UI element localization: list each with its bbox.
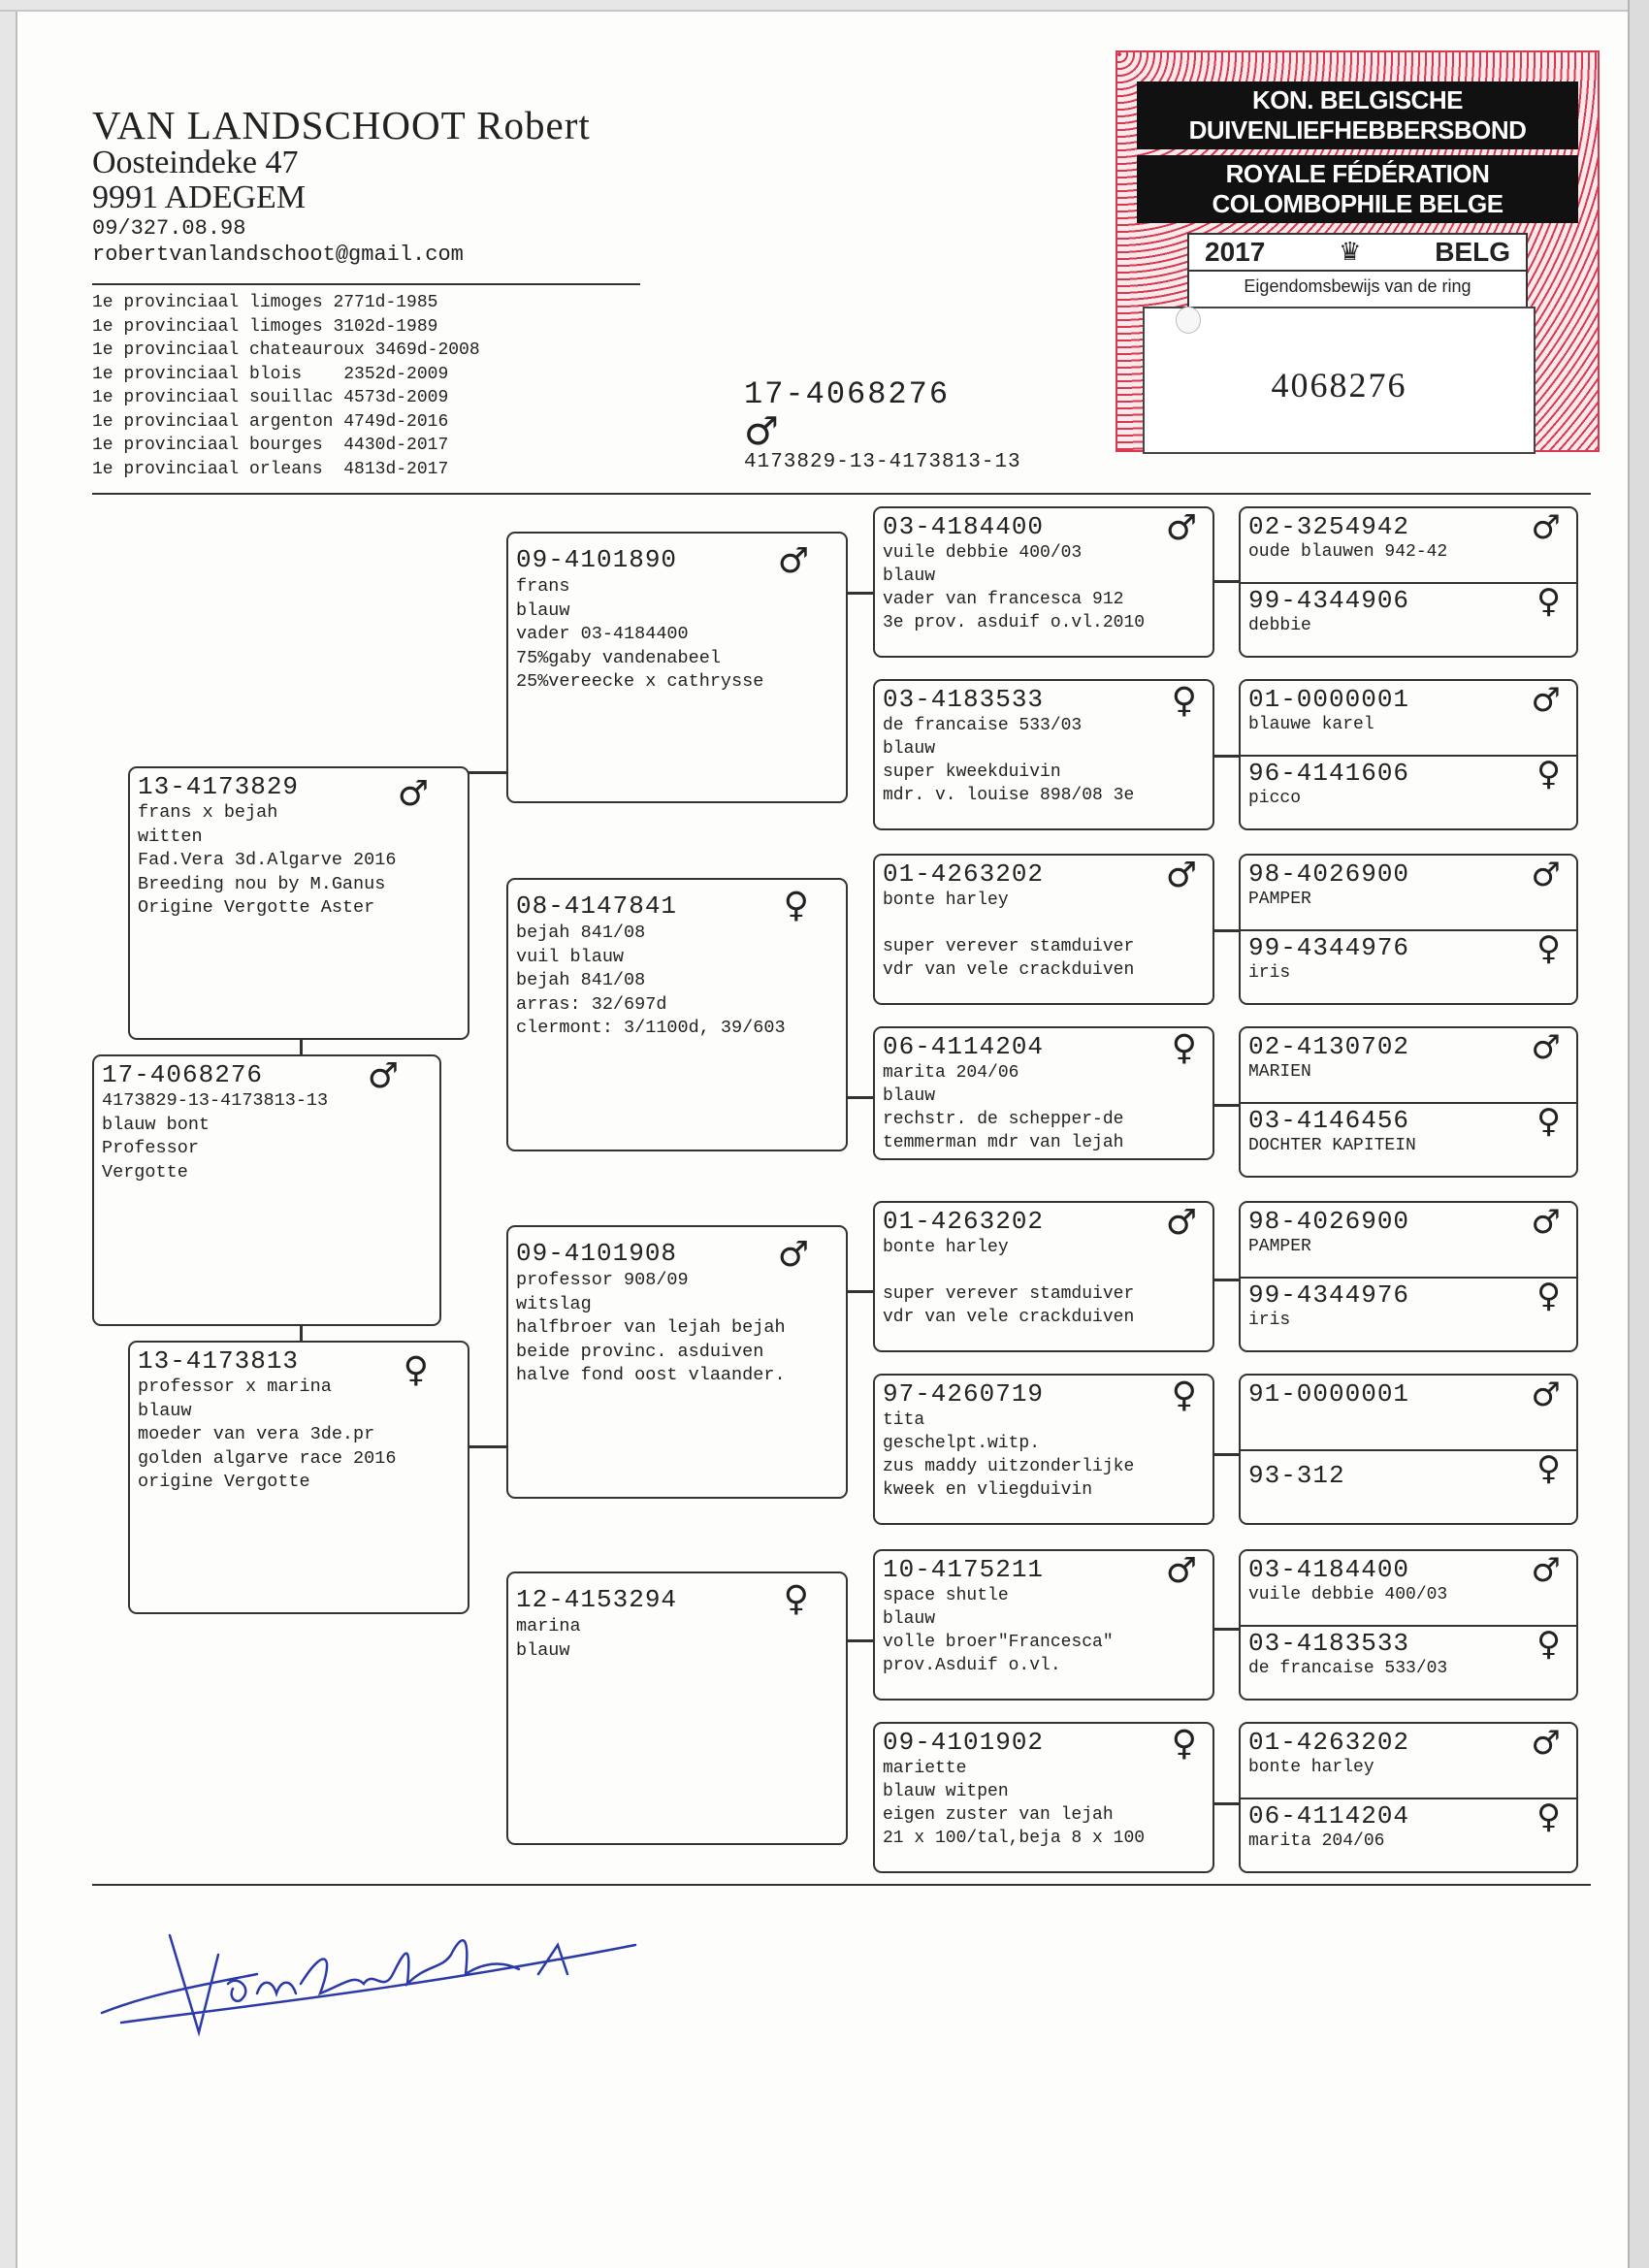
owner-header: [92, 105, 591, 268]
results-list: [92, 291, 480, 481]
male-icon: ♂: [1531, 681, 1561, 720]
connector-line: [1213, 1279, 1239, 1281]
pedigree-dam-dam: [506, 1571, 848, 1845]
bird-name: DOCHTER KAPITEIN: [1248, 1136, 1416, 1155]
female-icon: ♀: [1536, 1277, 1561, 1315]
connector-line: [1213, 1104, 1239, 1107]
pedigree-dam-sire: [506, 1225, 848, 1499]
ring-number: 01-4263202: [883, 1207, 1045, 1236]
male-icon: ♂: [1531, 1028, 1561, 1067]
ring-number: 98-4026900: [1248, 859, 1410, 889]
certificate-line2: ROYALE FÉDÉRATION COLOMBOPHILE BELGE: [1137, 155, 1578, 223]
pedigree-g4-pair-4: [1239, 1026, 1578, 1178]
bird-description: bonte harley super verever stamduiver vdr van vele crackduiven: [883, 1238, 1135, 1327]
bird-description: bejah 841/08 vuil blauw bejah 841/08 arras: 32/697d clermont: 3/1100d, 39/603: [516, 923, 786, 1038]
ring-certificate: [1116, 50, 1600, 452]
header-rule: [92, 283, 640, 285]
male-icon: ♂: [1531, 1551, 1561, 1590]
connector-line: [1213, 580, 1239, 583]
ring-number: 03-4183533: [883, 685, 1045, 714]
bird-description: de francaise 533/03 blauw super kweekduivin mdr. v. louise 898/08 3e: [883, 716, 1135, 805]
bird-name: iris: [1248, 1311, 1291, 1330]
female-icon: ♀: [403, 1350, 429, 1390]
bird-description: marina blauw: [516, 1616, 581, 1661]
pedigree-sire: [128, 766, 469, 1040]
bird-description: frans blauw vader 03-4184400 75%gaby vandenabeel 25%vereecke x cathrysse: [516, 576, 764, 692]
male-icon: ♂: [397, 774, 429, 814]
punch-hole: [1176, 307, 1201, 334]
pedigree-g3-8: [873, 1722, 1214, 1873]
connector-line: [469, 1445, 507, 1448]
ring-number: 93-312: [1248, 1461, 1345, 1490]
page-top-edge: [0, 0, 1649, 12]
bird-description: professor x marina blauw moeder van vera 3de.pr golden algarve race 2016 origine Vergotte: [138, 1377, 397, 1492]
ring-number: 09-4101902: [883, 1728, 1045, 1757]
bird-name: PAMPER: [1248, 890, 1311, 909]
male-icon: ♂: [367, 1056, 399, 1096]
result-item: 1e provinciaal souillac 4573d-2009: [92, 388, 449, 407]
female-icon: ♀: [783, 886, 809, 925]
crown-icon: ♛: [1339, 238, 1362, 267]
ring-number: 17-4068276: [102, 1060, 264, 1089]
female-icon: ♀: [783, 1579, 809, 1619]
ring-number: 03-4146456: [1248, 1106, 1410, 1135]
ring-number: 99-4344976: [1248, 1280, 1410, 1310]
male-icon: ♂: [1165, 856, 1197, 895]
ring-number: 98-4026900: [1248, 1207, 1410, 1236]
female-icon: ♀: [1536, 582, 1561, 621]
ring-number: 03-4184400: [883, 512, 1045, 541]
owner-street: Oosteindeke 47: [92, 145, 299, 180]
pedigree-g3-5: [873, 1201, 1214, 1352]
female-icon: ♀: [1536, 929, 1561, 968]
male-icon: ♂: [1531, 1203, 1561, 1242]
pedigree-g4-pair-1: [1239, 506, 1578, 658]
male-icon: ♂: [1165, 1551, 1197, 1591]
result-item: 1e provinciaal orleans 4813d-2017: [92, 459, 449, 479]
male-icon: ♂: [744, 409, 779, 454]
connector-line: [1213, 1802, 1239, 1805]
female-icon: ♀: [1536, 755, 1561, 794]
bird-name: PAMPER: [1248, 1237, 1311, 1256]
result-item: 1e provinciaal limoges 2771d-1985: [92, 293, 438, 312]
female-icon: ♀: [1536, 1798, 1561, 1836]
certificate-ring-number: 4068276: [1271, 366, 1407, 405]
ring-number: 97-4260719: [883, 1379, 1045, 1409]
ring-number: 01-4263202: [883, 859, 1045, 889]
male-icon: ♂: [1531, 1376, 1561, 1414]
female-icon: ♀: [1536, 1449, 1561, 1488]
ring-number: 02-4130702: [1248, 1032, 1410, 1061]
pedigree-g3-1: [873, 506, 1214, 658]
connector-line: [469, 771, 507, 774]
bird-name: marita 204/06: [1248, 1831, 1385, 1851]
pedigree-subject: [92, 1054, 441, 1326]
bird-description: marita 204/06 blauw rechstr. de schepper-de temmerman mdr van lejah: [883, 1063, 1124, 1152]
ring-number: 96-4141606: [1248, 759, 1410, 788]
bird-description: bonte harley super verever stamduiver vdr van vele crackduiven: [883, 891, 1135, 980]
owner-city: 9991 ADEGEM: [92, 179, 307, 215]
male-icon: ♂: [1531, 508, 1561, 547]
pedigree-g3-2: [873, 679, 1214, 830]
owner-phone: 09/327.08.98: [92, 216, 246, 241]
pedigree-g3-6: [873, 1374, 1214, 1525]
male-icon: ♂: [777, 541, 809, 581]
bird-name: oude blauwen 942-42: [1248, 542, 1448, 562]
subject-parents: 4173829-13-4173813-13: [744, 451, 1021, 473]
bird-name: picco: [1248, 789, 1302, 808]
owner-name: VAN LANDSCHOOT Robert: [92, 103, 591, 147]
ring-number: 13-4173813: [138, 1346, 300, 1376]
certificate-line1: KON. BELGISCHE DUIVENLIEFHEBBERSBOND: [1137, 81, 1578, 149]
ring-number: 13-4173829: [138, 772, 300, 801]
ring-number: 12-4153294: [516, 1585, 678, 1614]
pedigree-g4-pair-5: [1239, 1201, 1578, 1352]
page-left-edge: [0, 0, 17, 2268]
bird-name: vuile debbie 400/03: [1248, 1585, 1448, 1604]
female-icon: ♀: [1171, 681, 1197, 721]
bird-description: vuile debbie 400/03 blauw vader van francesca 912 3e prov. asduif o.vl.2010: [883, 543, 1146, 632]
ring-number: 06-4114204: [883, 1032, 1045, 1061]
connector-line: [1213, 1628, 1239, 1631]
connector-line: [1213, 929, 1239, 932]
connector-line: [1213, 1453, 1239, 1456]
ring-number: 08-4147841: [516, 891, 678, 921]
pedigree-dam: [128, 1341, 469, 1614]
pedigree-sire-sire: [506, 532, 848, 803]
pedigree-g4-pair-2: [1239, 679, 1578, 830]
ring-number: 09-4101908: [516, 1239, 678, 1268]
pedigree-g4-pair-6: [1239, 1374, 1578, 1525]
ring-number: 03-4184400: [1248, 1555, 1410, 1584]
bird-name: iris: [1248, 963, 1291, 983]
bird-description: mariette blauw witpen eigen zuster van lejah 21 x 100/tal,beja 8 x 100: [883, 1759, 1146, 1848]
female-icon: ♀: [1171, 1376, 1197, 1415]
pedigree-g3-7: [873, 1549, 1214, 1701]
certificate-country: BELG: [1435, 237, 1510, 267]
bird-description: professor 908/09 witslag halfbroer van lejah bejah beide provinc. asduiven halve fond oost vlaander.: [516, 1270, 786, 1385]
bird-description: space shutle blauw volle broer"Francesca" prov.Asduif o.vl.: [883, 1586, 1114, 1675]
pedigree-sire-dam: [506, 878, 848, 1151]
female-icon: ♀: [1171, 1724, 1197, 1764]
ring-number: 99-4344976: [1248, 933, 1410, 962]
male-icon: ♂: [777, 1235, 809, 1275]
bird-name: bonte harley: [1248, 1758, 1374, 1777]
pedigree-g4-pair-3: [1239, 854, 1578, 1005]
ring-number: 01-0000001: [1248, 685, 1410, 714]
ring-number: 10-4175211: [883, 1555, 1045, 1584]
ring-number: 03-4183533: [1248, 1629, 1410, 1658]
bird-description: frans x bejah witten Fad.Vera 3d.Algarve 2016 Breeding nou by M.Ganus Origine Vergotte Aster: [138, 802, 397, 918]
female-icon: ♀: [1171, 1028, 1197, 1068]
connector-line: [1213, 755, 1239, 758]
pedigree-g4-pair-7: [1239, 1549, 1578, 1701]
female-icon: ♀: [1536, 1102, 1561, 1141]
male-icon: ♂: [1531, 1724, 1561, 1763]
male-icon: ♂: [1531, 856, 1561, 894]
ring-number: 06-4114204: [1248, 1801, 1410, 1831]
bird-name: de francaise 533/03: [1248, 1659, 1448, 1678]
result-item: 1e provinciaal blois 2352d-2009: [92, 364, 449, 384]
result-item: 1e provinciaal chateauroux 3469d-2008: [92, 340, 480, 360]
male-icon: ♂: [1165, 1203, 1197, 1243]
ring-number: 91-0000001: [1248, 1379, 1410, 1409]
owner-email: robertvanlandschoot@gmail.com: [92, 243, 464, 267]
subject-summary: [744, 376, 1021, 473]
bird-name: MARIEN: [1248, 1062, 1311, 1082]
result-item: 1e provinciaal limoges 3102d-1989: [92, 316, 438, 337]
pedigree-g3-4: [873, 1026, 1214, 1160]
bird-name: debbie: [1248, 616, 1311, 635]
ring-number: 01-4263202: [1248, 1728, 1410, 1757]
subject-ring: 17-4068276: [744, 376, 951, 412]
result-item: 1e provinciaal argenton 4749d-2016: [92, 411, 449, 432]
signature: [92, 1916, 713, 2061]
certificate-year-row: [1187, 233, 1528, 272]
bird-description: 4173829-13-4173813-13 blauw bont Professor Vergotte: [102, 1090, 329, 1183]
bottom-divider: [92, 1884, 1591, 1886]
certificate-year: 2017: [1205, 237, 1266, 267]
ring-number: 99-4344906: [1248, 586, 1410, 615]
page-right-edge: [1628, 0, 1649, 2268]
bird-description: tita geschelpt.witp. zus maddy uitzonderlijke kweek en vliegduivin: [883, 1410, 1135, 1500]
certificate-title-nl: Eigendomsbewijs van de ring: [1187, 272, 1528, 301]
certificate-ring-box: [1143, 307, 1536, 454]
result-item: 1e provinciaal bourges 4430d-2017: [92, 436, 449, 455]
bird-name: blauwe karel: [1248, 715, 1374, 734]
top-divider: [92, 493, 1591, 495]
pedigree-g4-pair-8: [1239, 1722, 1578, 1873]
ring-number: 02-3254942: [1248, 512, 1410, 541]
pedigree-g3-3: [873, 854, 1214, 1005]
female-icon: ♀: [1536, 1625, 1561, 1664]
male-icon: ♂: [1165, 508, 1197, 548]
ring-number: 09-4101890: [516, 545, 678, 574]
